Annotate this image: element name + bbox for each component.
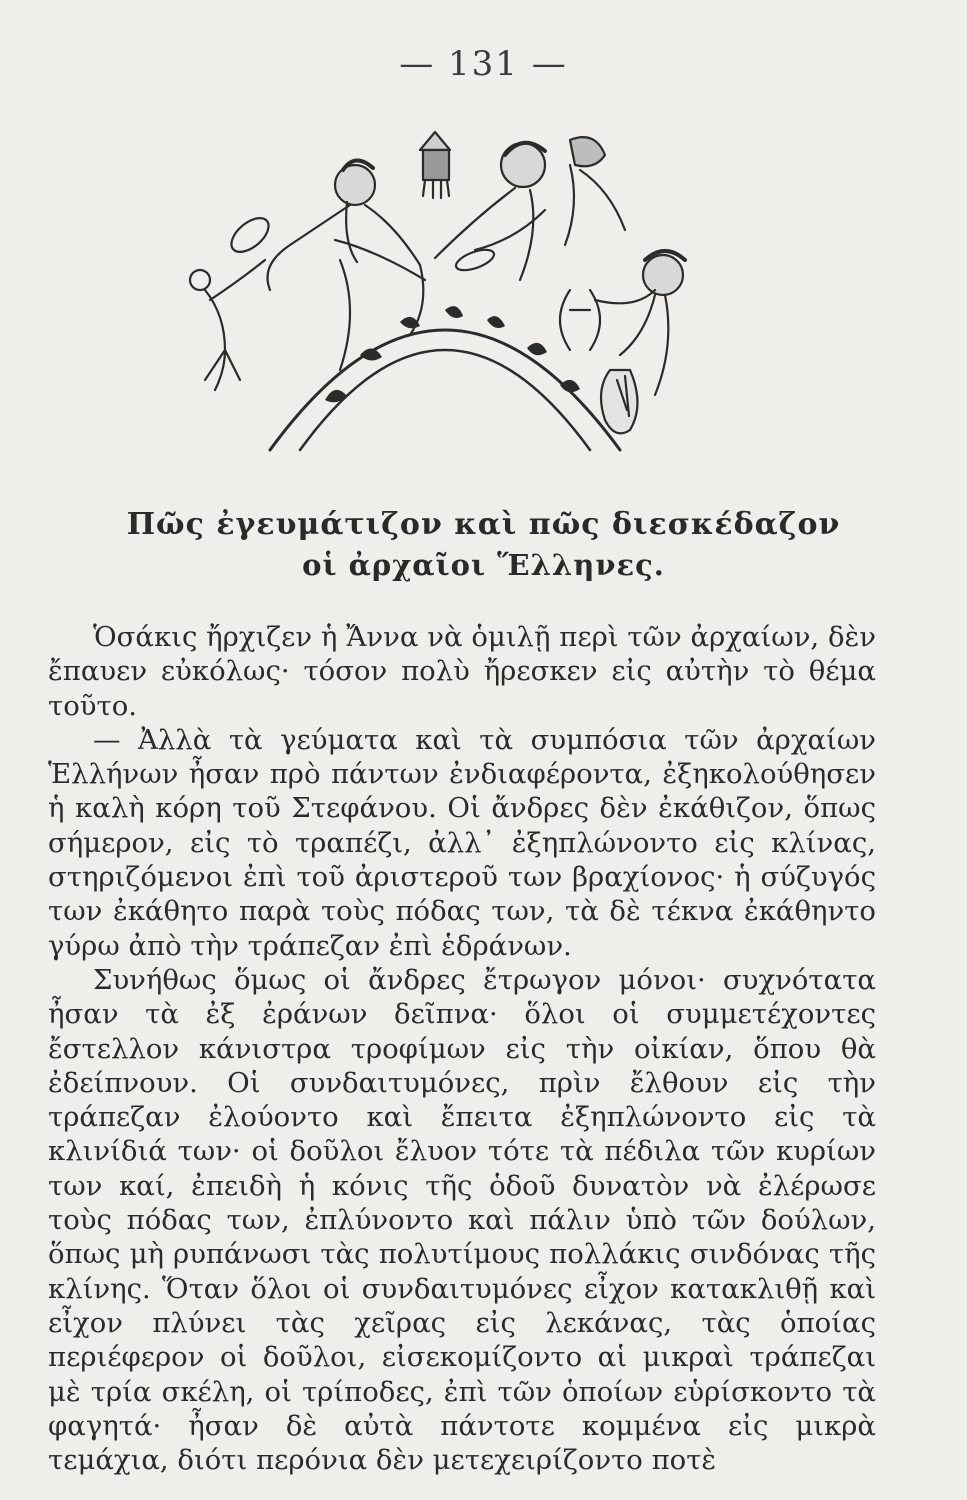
paragraph-1: Ὁσάκις ἤρχιζεν ἡ Ἄννα νὰ ὁμιλῇ περὶ τῶν ἀρχαίων, δὲν ἔπαυεν εὐκόλως· τόσον πολὺ ἤρεσκεν εἰς αὐτὴν τὸ θέμα τοῦτο. bbox=[48, 621, 876, 722]
paragraph-2: — Ἀλλὰ τὰ γεύματα καὶ τὰ συμπόσια τῶν ἀρχαίων Ἑλλήνων ἦσαν πρὸ πάντων ἐνδιαφέροντα, ἐξηκολούθησεν ἡ καλὴ κόρη τοῦ Στεφάνου. Οἱ ἄνδρες δὲν ἐκάθιζον, ὅπως σήμερον, εἰς τὸ τραπέζι, ἀλλ᾽ ἐξηπλώνοντο εἰς κλίνας, στηριζόμενοι ἐπὶ τοῦ ἀριστεροῦ των βραχίονος· ἡ σύζυγός των ἐκάθητο παρὰ τοὺς πόδας των, τὰ δὲ τέκνα ἐκάθηντο γύρω ἀπὸ τὴν τράπεζαν ἐπὶ ἑδράνων. bbox=[48, 723, 876, 962]
paragraph-3: Συνήθως ὅμως οἱ ἄνδρες ἔτρωγον μόνοι· συχνότατα ἦσαν τὰ ἐξ ἐράνων δεῖπνα· ὅλοι οἱ συμμετέχοντες ἔστελλον κάνιστρα τροφίμων εἰς τὴν οἰκίαν, ὅπου θὰ ἐδείπνουν. Οἱ συνδαιτυμόνες, πρὶν ἔλθουν εἰς τὴν τράπεζαν ἐλούοντο καὶ ἔπειτα ἐξηπλώνοντο εἰς τὰ κλινίδιά των· οἱ δοῦλοι ἔλυον τότε τὰ πέδιλα τῶν κυρίων των καί, ἐπειδὴ ἡ κόνις τῆς ὁδοῦ δυνατὸν νὰ ἐλέρωσε τοὺς πόδας των, ἐπλύνοντο καὶ πάλιν ὑπὸ τῶν δούλων, ὅπως μὴ ρυπάνωσι τὰς πολυτίμους πολλάκις σινδόνας τῆς κλίνης. Ὅταν ὅλοι οἱ συνδαιτυμόνες εἶχον κατακλιθῇ καὶ εἶχον πλύνει τὰς χεῖρας εἰς λεκάνας, τὰς ὁποίας περιέφερον οἱ δοῦλοι, εἰσεκομίζοντο αἱ μικραὶ τράπεζαι μὲ τρία σκέλη, οἱ τρίποδες, ἐπὶ τῶν ὁποίων εὑρίσκοντο τὰ φαγητά· ἦσαν δὲ αὐτὰ πάντοτε κομμένα εἰς μικρὰ τεμάχια, διότι περόνια δὲν μετεχειρίζοντο ποτὲ bbox=[48, 963, 876, 1477]
page-number: — 131 — bbox=[399, 44, 568, 84]
symposium-illustration bbox=[175, 110, 715, 455]
chapter-title-line-2: οἱ ἀρχαῖοι Ἕλληνες. bbox=[302, 548, 665, 582]
body-text bbox=[48, 620, 876, 1477]
chapter-title-line-1: Πῶς ἐγευμάτιζον καὶ πῶς διεσκέδαζον bbox=[126, 507, 841, 542]
